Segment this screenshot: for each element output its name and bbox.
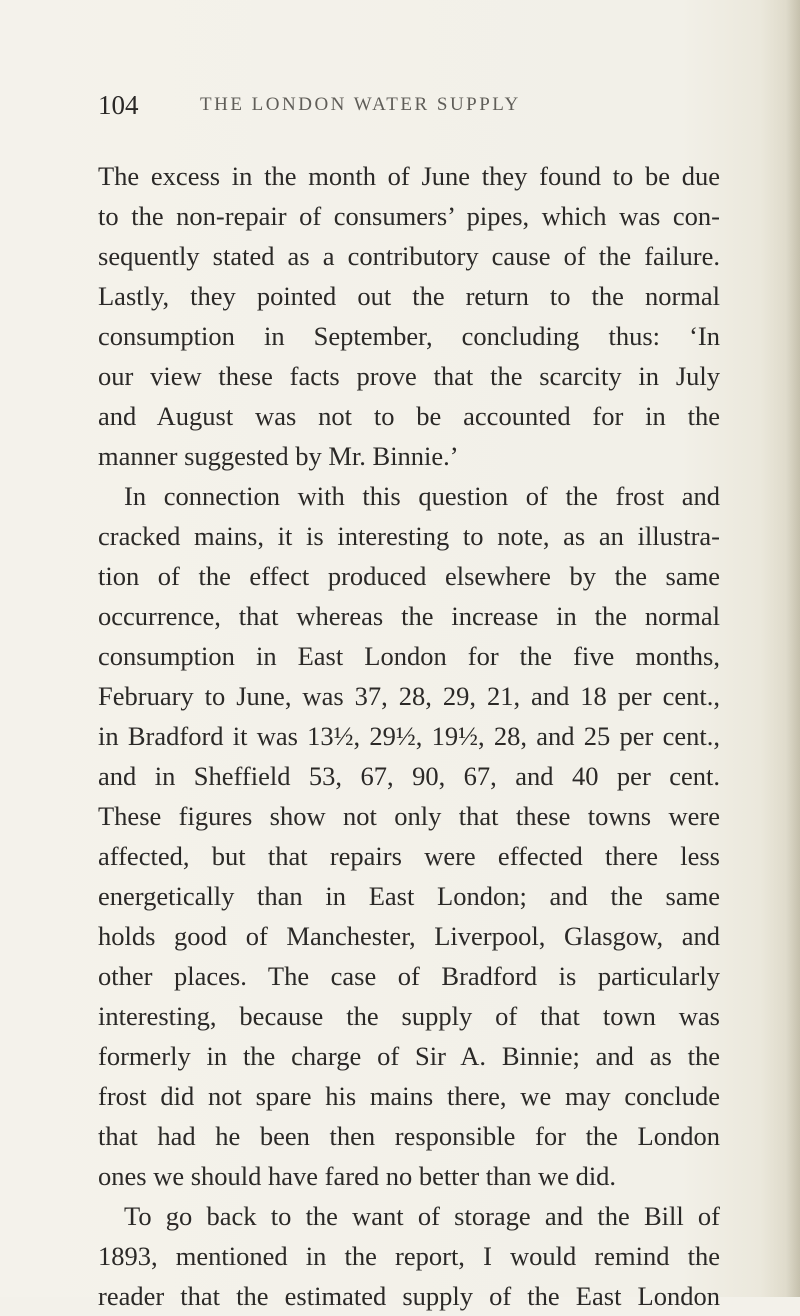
paragraph-start-line: To go back to the want of storage and the Bill of <box>124 1201 720 1231</box>
text-line: frost did not spare his mains there, we may conclude <box>98 1081 720 1111</box>
text-line: energetically than in East London; and the same <box>98 881 720 911</box>
text-line: February to June, was 37, 28, 29, 21, and 18 per cent., <box>98 681 720 711</box>
text-line: to the non-repair of consumers’ pipes, which was con- <box>98 201 720 231</box>
text-line: cracked mains, it is interesting to note, as an illustra- <box>98 521 720 551</box>
text-line: in Bradford it was 13½, 29½, 19½, 28, and 25 per cent., <box>98 721 720 751</box>
running-title: THE LONDON WATER SUPPLY <box>200 94 521 115</box>
text-line: The excess in the month of June they found to be due <box>98 161 720 191</box>
text-line: consumption in East London for the five months, <box>98 641 720 671</box>
text-line: formerly in the charge of Sir A. Binnie; and as the <box>98 1041 720 1071</box>
text-line: holds good of Manchester, Liverpool, Glasgow, and <box>98 921 720 951</box>
paragraph-end-line: manner suggested by Mr. Binnie.’ <box>98 441 459 471</box>
text-line: occurrence, that whereas the increase in the normal <box>98 601 720 631</box>
text-line: that had he been then responsible for the London <box>98 1121 720 1151</box>
text-line: tion of the effect produced elsewhere by the same <box>98 561 720 591</box>
text-line: Lastly, they pointed out the return to the normal <box>98 281 720 311</box>
text-line: and in Sheffield 53, 67, 90, 67, and 40 per cent. <box>98 761 720 791</box>
text-line: 1893, mentioned in the report, I would remind the <box>98 1241 720 1271</box>
text-line: and August was not to be accounted for in the <box>98 401 720 431</box>
text-line: interesting, because the supply of that town was <box>98 1001 720 1031</box>
text-line: affected, but that repairs were effected there less <box>98 841 720 871</box>
text-line: sequently stated as a contributory cause of the failure. <box>98 241 720 271</box>
text-line: These figures show not only that these towns were <box>98 801 720 831</box>
text-line: other places. The case of Bradford is particularly <box>98 961 720 991</box>
text-line: our view these facts prove that the scarcity in July <box>98 361 720 391</box>
paragraph-end-line: ones we should have fared no better than we did. <box>98 1161 617 1191</box>
page-header <box>98 86 718 126</box>
paragraph-start-line: In connection with this question of the frost and <box>124 481 720 511</box>
page-edge-shadow <box>786 0 800 1297</box>
page-number: 104 <box>98 90 139 120</box>
body-text <box>98 156 720 1316</box>
text-line: consumption in September, concluding thus: ‘In <box>98 321 720 351</box>
text-line: reader that the estimated supply of the East London <box>98 1281 720 1311</box>
